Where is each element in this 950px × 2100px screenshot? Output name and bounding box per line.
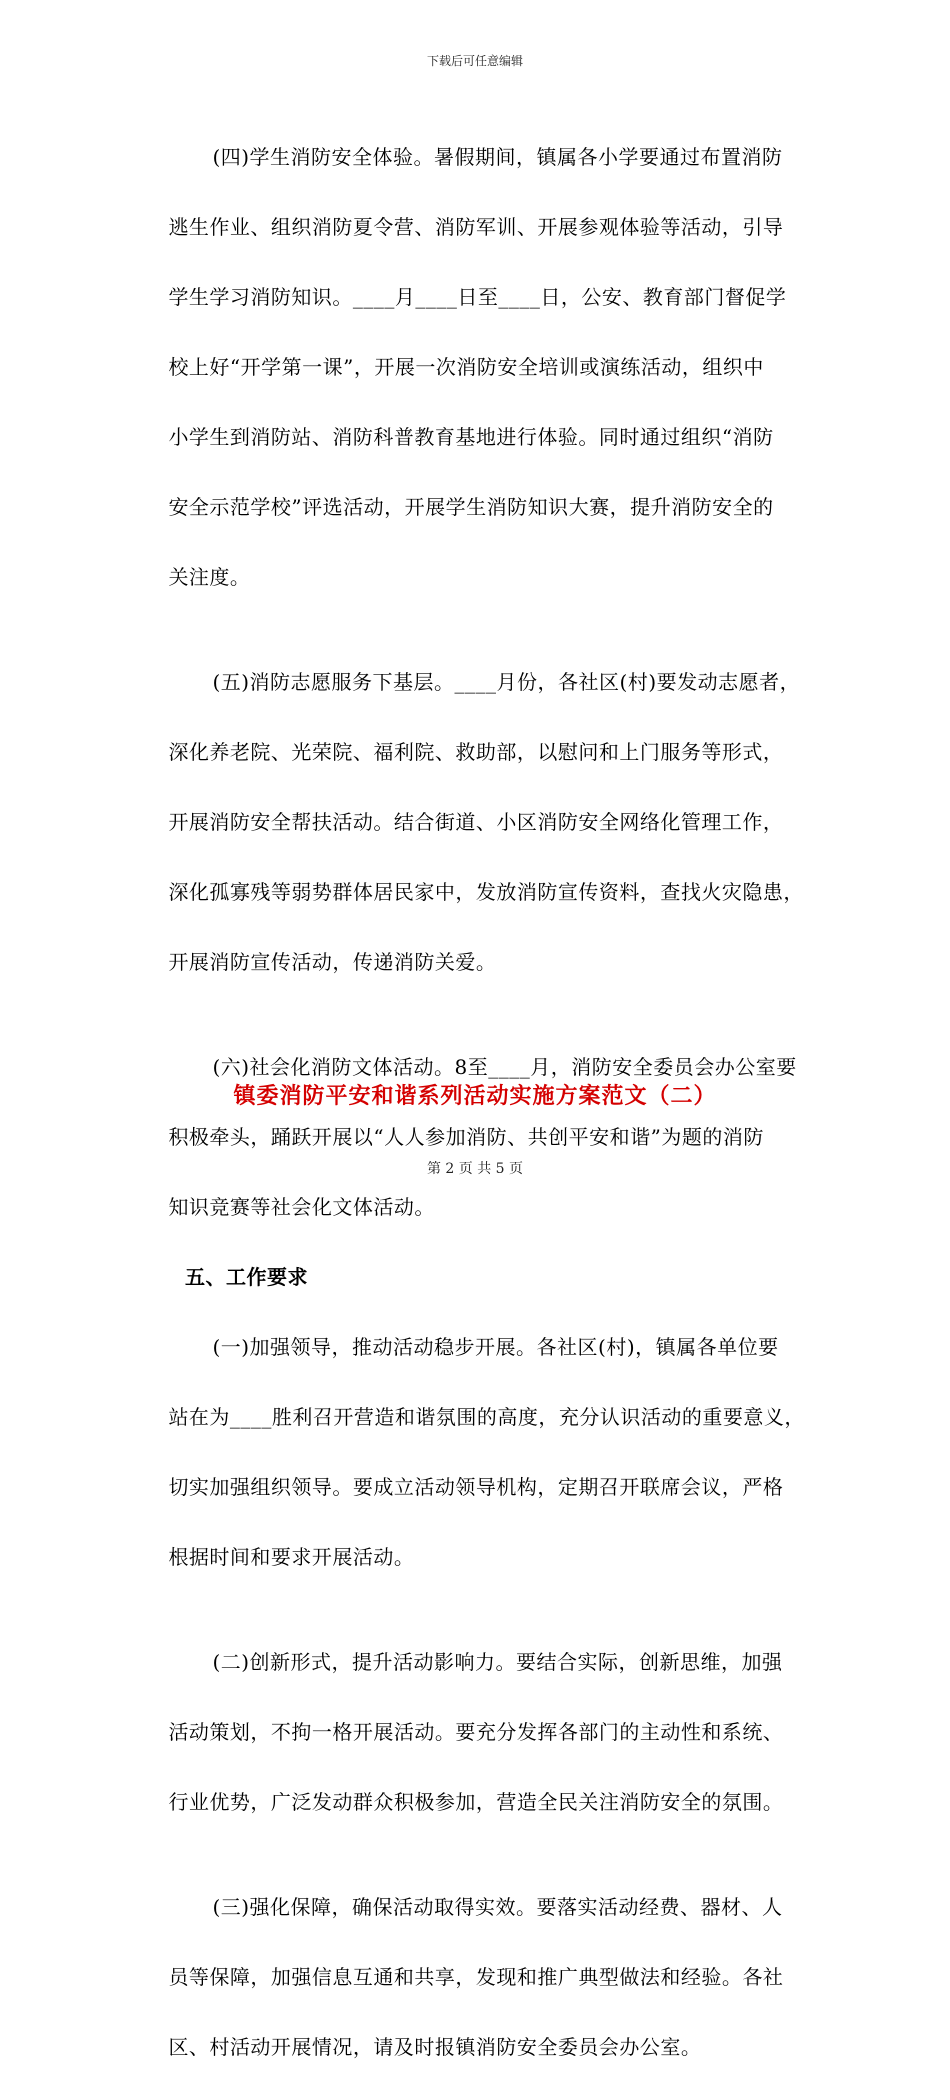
text-line: 校上好“开学第一课”，开展一次消防安全培训或演练活动，组织中 xyxy=(168,355,764,379)
text-line: 深化孤寡残等弱势群体居民家中，发放消防宣传资料，查找火灾隐患， xyxy=(168,880,804,904)
text-line: (四)学生消防安全体验。暑假期间，镇属各小学要通过布置消防 xyxy=(212,145,783,169)
text-line: 逃生作业、组织消防夏令营、消防军训、开展参观体验等活动，引导 xyxy=(168,215,784,239)
text-line: 知识竞赛等社会化文体活动。 xyxy=(168,1195,435,1219)
text-line: (一)加强领导，推动活动稳步开展。各社区(村)，镇属各单位要 xyxy=(212,1335,779,1359)
text-line: 行业优势，广泛发动群众积极参加，营造全民关注消防安全的氛围。 xyxy=(168,1790,784,1814)
text-line: 员等保障，加强信息互通和共享，发现和推广典型做法和经验。各社 xyxy=(168,1965,784,1989)
text-line: 开展消防宣传活动，传递消防关爱。 xyxy=(168,950,497,974)
text-line: 站在为____胜利召开营造和谐氛围的高度，充分认识活动的重要意义， xyxy=(168,1405,805,1429)
paragraph-innovation xyxy=(141,1610,821,1855)
section-heading: 五、工作要求 xyxy=(185,1265,308,1289)
next-document-title: 镇委消防平安和谐系列活动实施方案范文（二） xyxy=(233,1083,717,1109)
header-note: 下载后可任意编辑 xyxy=(426,54,523,68)
text-line: (五)消防志愿服务下基层。____月份，各社区(村)要发动志愿者， xyxy=(212,670,801,694)
paragraph-volunteer-service xyxy=(141,630,821,1015)
text-line: 切实加强组织领导。要成立活动领导机构，定期召开联席会议，严格 xyxy=(168,1475,784,1499)
text-line: 开展消防安全帮扶活动。结合街道、小区消防安全网络化管理工作， xyxy=(168,810,784,834)
text-line: 区、村活动开展情况，请及时报镇消防安全委员会办公室。 xyxy=(168,2035,702,2059)
text-line: 根据时间和要求开展活动。 xyxy=(168,1545,415,1569)
text-line: 安全示范学校”评选活动，开展学生消防知识大赛，提升消防安全的 xyxy=(168,495,774,519)
text-line: 学生学习消防知识。____月____日至____日，公安、教育部门督促学 xyxy=(168,285,787,309)
text-line: (二)创新形式，提升活动影响力。要结合实际，创新思维，加强 xyxy=(212,1650,783,1674)
paragraph-cultural-activities xyxy=(141,1015,821,1260)
text-line: 活动策划，不拘一格开展活动。要充分发挥各部门的主动性和系统、 xyxy=(168,1720,784,1744)
text-line: 小学生到消防站、消防科普教育基地进行体验。同时通过组织“消防 xyxy=(168,425,774,449)
text-line: 深化养老院、光荣院、福利院、救助部，以慰问和上门服务等形式， xyxy=(168,740,784,764)
text-line: 关注度。 xyxy=(168,565,251,589)
text-line: (三)强化保障，确保活动取得实效。要落实活动经费、器材、人 xyxy=(212,1895,783,1919)
paragraph-student-fire-experience xyxy=(141,105,821,630)
paragraph-guarantee xyxy=(141,1855,821,2100)
text-line: (六)社会化消防文体活动。8至____月，消防安全委员会办公室要 xyxy=(212,1055,797,1079)
paragraph-leadership xyxy=(141,1295,821,1610)
text-line: 积极牵头，踊跃开展以“人人参加消防、共创平安和谐”为题的消防 xyxy=(168,1125,764,1149)
page-number: 第 2 页 共 5 页 xyxy=(426,1161,524,1177)
